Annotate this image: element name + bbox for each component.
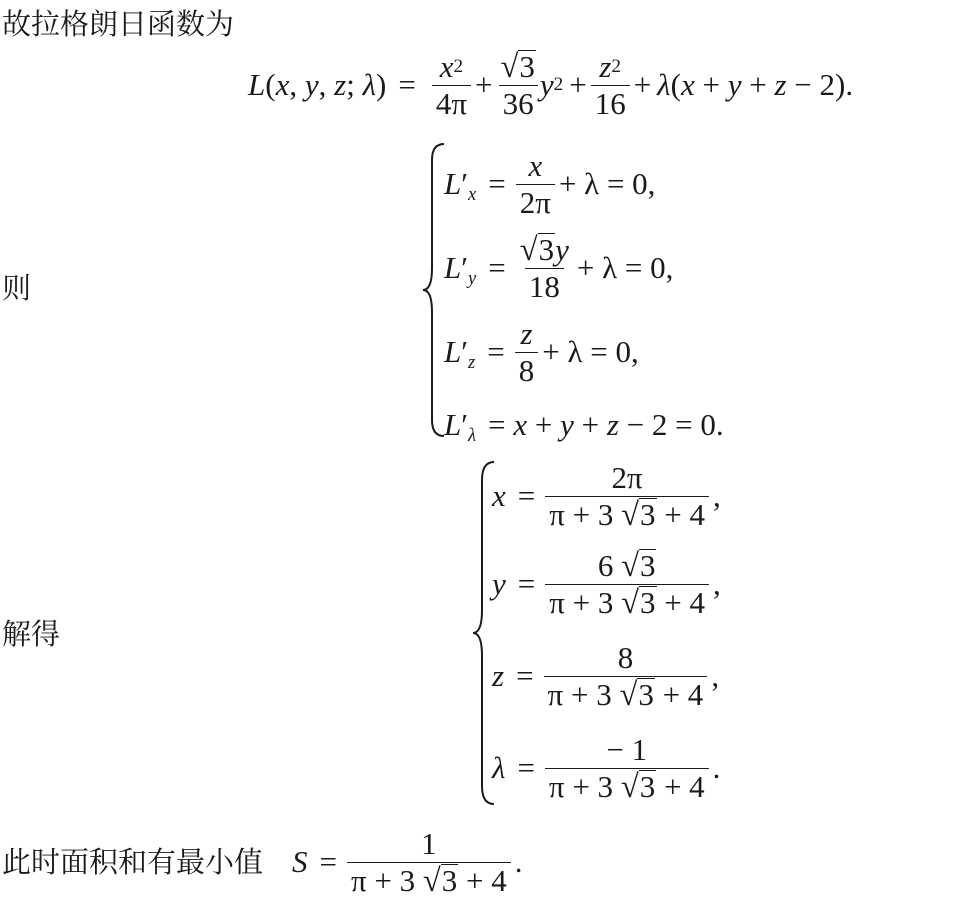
then-label: 则 — [2, 271, 32, 305]
solution-lambda: λ = − 1 π + 3 √ 3 + 4 . — [492, 731, 721, 805]
solve-label: 解得 — [2, 617, 61, 651]
partial-x-equation: $L'_x$ = $\frac{x}{2\pi}$ + λ = 0, — [444, 147, 656, 220]
solution-z: z = 8 π + 3 √ 3 + 4 , — [492, 639, 720, 713]
result-equation: S = 1 π + 3 √ 3 + 4 . — [292, 825, 523, 899]
solution-y: y = 6 √ 3 π + 3 √ 3 + 4 , — [492, 547, 721, 621]
lagrangian-tail: λ(x + y + z − 2). — [657, 67, 854, 102]
fraction-term2: √ 3 36 — [496, 49, 539, 121]
equals-sign: = — [398, 67, 416, 102]
partial-z-equation: $L'_z$ = $\frac{z}{8}$ + λ = 0, — [444, 315, 639, 388]
solution-x: x = 2π π + 3 √ 3 + 4 , — [492, 459, 721, 533]
intro-text: 故拉格朗日函数为 — [2, 7, 235, 41]
lagrangian-equation: L(x, y, z; λ) = $\frac{x^2}{4\pi}$ + √ 3 36 $y^2$ + $\frac{z^2}{16}$ + λ(x + y + z − 2). — [248, 48, 854, 121]
partial-y-equation: $L'_y$ = √ 3 y 18 + λ = 0, — [444, 231, 674, 304]
partial-lambda-equation: $L'_\lambda$ = x + y + z − 2 = 0. — [444, 407, 724, 446]
fraction-term3: $\frac{z^2}{16}$ — [591, 49, 630, 121]
conclusion-text: 此时面积和有最小值 — [2, 845, 264, 879]
lagrangian-lhs: L(x, y, z; λ) — [248, 67, 387, 102]
fraction-term1: $\frac{x^2}{4\pi}$ — [432, 49, 471, 121]
